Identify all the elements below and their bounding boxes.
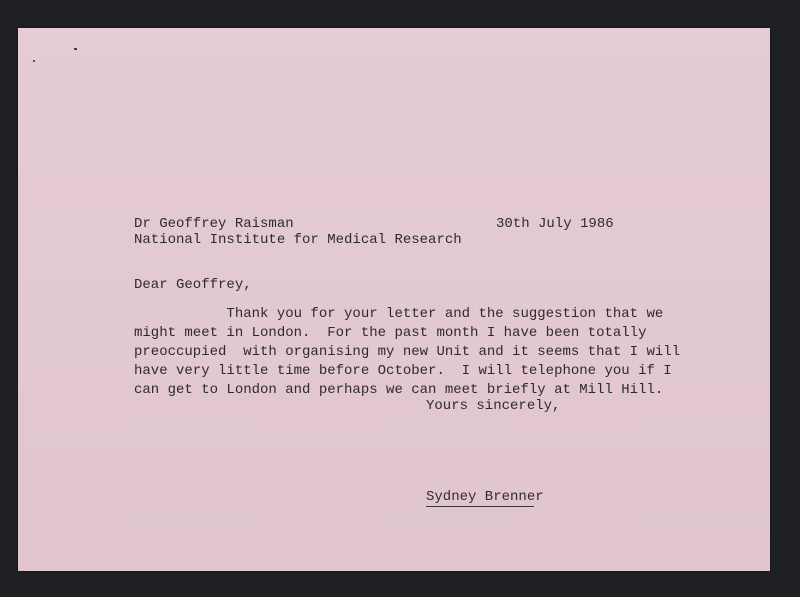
closing: Yours sincerely, — [426, 398, 561, 414]
body-line: might meet in London. For the past month I have been totally — [134, 325, 647, 341]
paper-speck — [74, 48, 77, 50]
body-line: preoccupied with organising my new Unit and it seems that I will — [134, 344, 681, 360]
signature-name: Sydney Brenner — [426, 489, 544, 505]
recipient-name: Dr Geoffrey Raisman — [134, 216, 294, 232]
letter-sheet — [18, 28, 770, 571]
letter-body — [134, 305, 681, 400]
body-line: have very little time before October. I will telephone you if I — [134, 363, 672, 379]
body-line: Thank you for your letter and the suggestion that we — [134, 306, 664, 322]
body-line: can get to London and perhaps we can meet briefly at Mill Hill. — [134, 382, 664, 398]
signature-underline — [426, 506, 534, 507]
recipient-organization: National Institute for Medical Research — [134, 232, 462, 248]
salutation: Dear Geoffrey, — [134, 277, 252, 293]
paper-speck — [33, 60, 35, 62]
letter-date: 30th July 1986 — [496, 216, 614, 232]
